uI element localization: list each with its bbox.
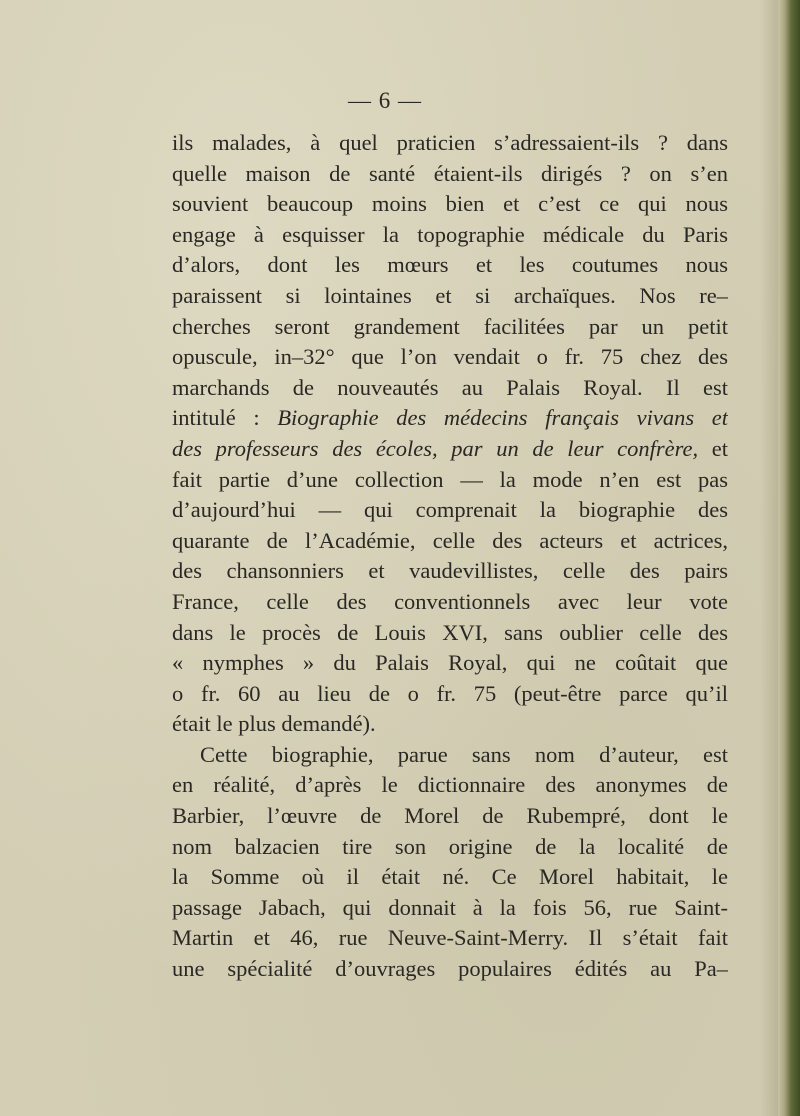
text-line: o fr. 60 au lieu de o fr. 75 (peut-être parce qu’il (172, 680, 728, 706)
text-line: était le plus demandé). (172, 711, 376, 737)
text-line: en réalité, d’après le dictionnaire des anonymes de (172, 772, 728, 798)
italic-title: des professeurs des écoles, par un de leur confrère, (172, 435, 699, 461)
text-line: ils malades, à quel praticien s’adressaient-ils ? dans (172, 130, 728, 155)
text-line: Barbier, l’œuvre de Morel de Rubempré, dont le (172, 803, 728, 829)
binding-shadow (760, 0, 778, 1116)
text-line: fait partie d’une collection — la mode n’en est pas (172, 466, 728, 492)
text-line: France, celle des conventionnels avec leur vote (172, 588, 728, 614)
text-line: nom balzacien tire son origine de la localité de (172, 833, 728, 859)
text-line-plain: intitulé : (172, 405, 278, 431)
text-line: Cette biographie, parue sans nom d’auteur, est (200, 741, 728, 767)
text-line: des chansonniers et vaudevillistes, celle des pairs (172, 558, 728, 584)
body-text (172, 128, 728, 985)
text-line: souvient beaucoup moins bien et c’est ce qui nous (172, 191, 728, 217)
text-line: quelle maison de santé étaient-ils dirigés ? on s’en (172, 160, 728, 186)
text-line-plain: et (698, 435, 728, 461)
text-line: Martin et 46, rue Neuve-Saint-Merry. Il s’était fait (172, 925, 728, 951)
page-number: — 6 — (348, 88, 422, 113)
text-line: une spécialité d’ouvrages populaires édités au Pa– (172, 956, 728, 982)
text-line: d’aujourd’hui — qui comprenait la biographie des (172, 497, 728, 523)
text-line: marchands de nouveautés au Palais Royal. Il est (172, 374, 728, 400)
text-line: opuscule, in–32° que l’on vendait o fr. 75 chez des (172, 344, 728, 370)
text-line: engage à esquisser la topographie médicale du Paris (172, 221, 728, 247)
text-line: quarante de l’Académie, celle des acteurs et actrices, (172, 527, 728, 553)
text-line: « nymphes » du Palais Royal, qui ne coûtait que (172, 650, 728, 676)
text-line: la Somme où il était né. Ce Morel habitait, le (172, 864, 728, 890)
text-line: cherches seront grandement facilitées par un petit (172, 313, 728, 339)
text-line (172, 403, 728, 434)
text-line (172, 434, 728, 465)
text-line: dans le procès de Louis XVI, sans oublier celle des (172, 619, 728, 645)
book-binding-edge (778, 0, 800, 1116)
text-line: d’alors, dont les mœurs et les coutumes nous (172, 252, 728, 278)
italic-title: Biographie des médecins français vivans et (277, 405, 728, 431)
text-line: paraissent si lointaines et si archaïques. Nos re– (172, 282, 728, 308)
text-line: passage Jabach, qui donnait à la fois 56, rue Saint- (172, 894, 728, 920)
